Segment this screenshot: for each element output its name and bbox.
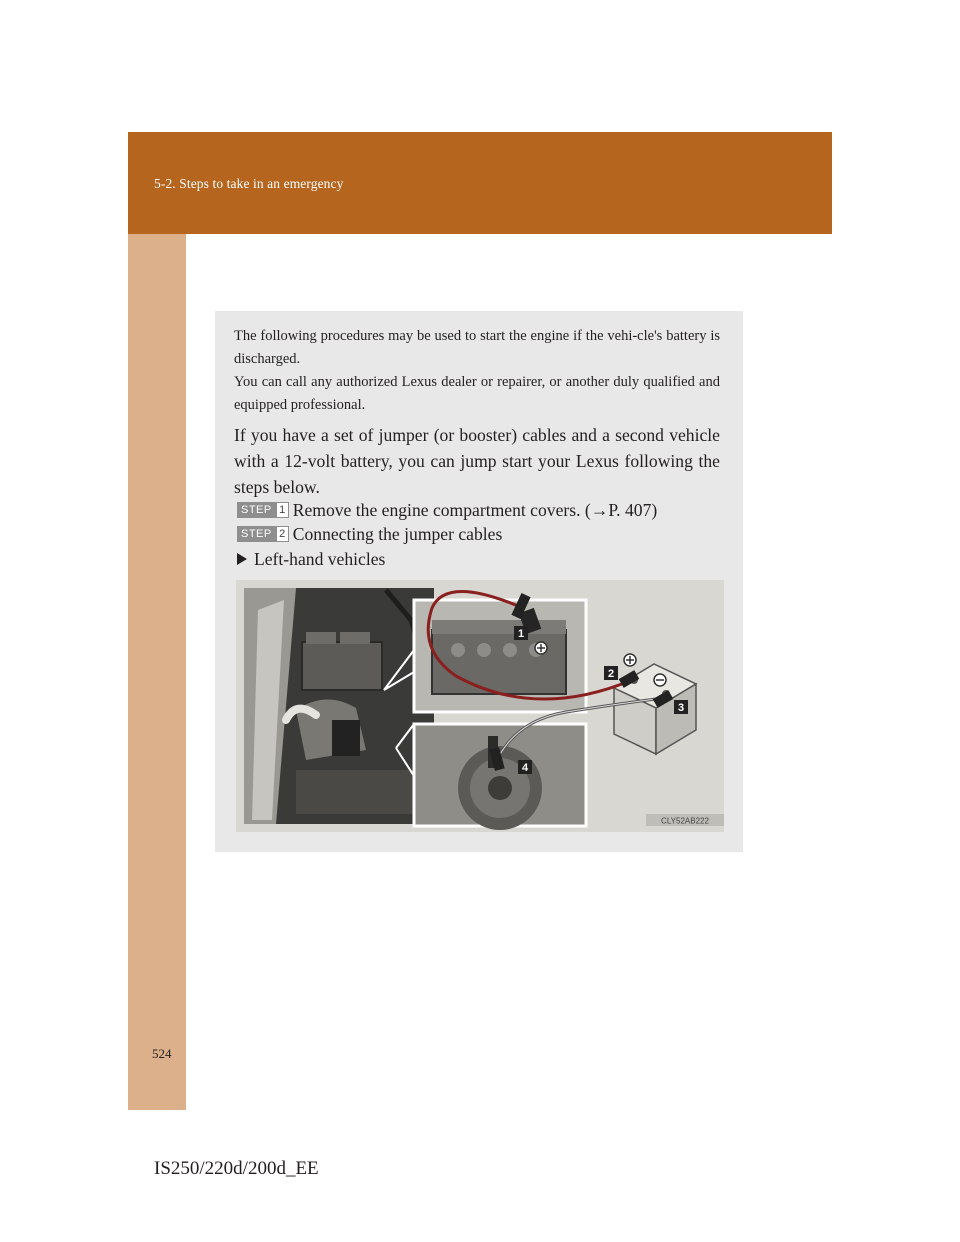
positive-terminal-icon xyxy=(535,642,547,654)
callout-3 xyxy=(674,700,688,714)
step-word: STEP xyxy=(237,526,276,542)
callout-1-label: 1 xyxy=(517,628,525,640)
intro-paragraph-2 xyxy=(234,371,720,417)
step-2-text: Connecting the jumper cables xyxy=(292,524,503,544)
callout-1 xyxy=(514,626,528,640)
callout-3-label: 3 xyxy=(677,702,685,714)
model-code: IS250/220d/200d_EE xyxy=(154,1158,319,1179)
callout-2-label: 2 xyxy=(607,668,615,680)
jump-start-illustration xyxy=(236,580,724,832)
step-number: 1 xyxy=(276,502,289,518)
bullet-left-hand-vehicles xyxy=(237,547,385,571)
callout-4-label: 4 xyxy=(521,762,529,774)
triangle-bullet-icon xyxy=(237,553,247,565)
engine-bay-photo xyxy=(244,588,434,824)
step-badge-2 xyxy=(237,526,289,542)
bullet-text: Left-hand vehicles xyxy=(254,549,386,569)
step-word: STEP xyxy=(237,502,276,518)
callout-2 xyxy=(604,666,618,680)
callout-4 xyxy=(518,760,532,774)
figure-code: CLY52AB222 xyxy=(661,816,709,826)
engine-ground-detail xyxy=(414,724,586,830)
step-1 xyxy=(237,498,657,522)
step-number: 2 xyxy=(276,526,289,542)
section-title: 5-2. Steps to take in an emergency xyxy=(154,176,344,191)
intro-text-2: You can call any authorized Lexus dealer or repairer, or another duly qualified and equipped professional. xyxy=(234,374,720,413)
intro-paragraph-1 xyxy=(234,325,720,371)
step-badge-1 xyxy=(237,502,289,518)
negative-terminal-icon xyxy=(654,674,666,686)
lead-paragraph: If you have a set of jumper (or booster) cables and a second vehicle with a 12-volt battery, you can jump start your Lexus following the steps below. xyxy=(234,425,720,497)
discharged-battery-detail xyxy=(414,600,586,712)
step-2 xyxy=(237,522,502,546)
step-1-text: Remove the engine compartment covers. (→P. 407) xyxy=(292,500,658,520)
positive-terminal-icon xyxy=(624,654,636,666)
sidebar-band xyxy=(128,234,186,1110)
page-number: 524 xyxy=(152,1046,172,1061)
intro-text-1: The following procedures may be used to start the engine if the vehi-cle's battery is discharged. xyxy=(234,328,720,367)
